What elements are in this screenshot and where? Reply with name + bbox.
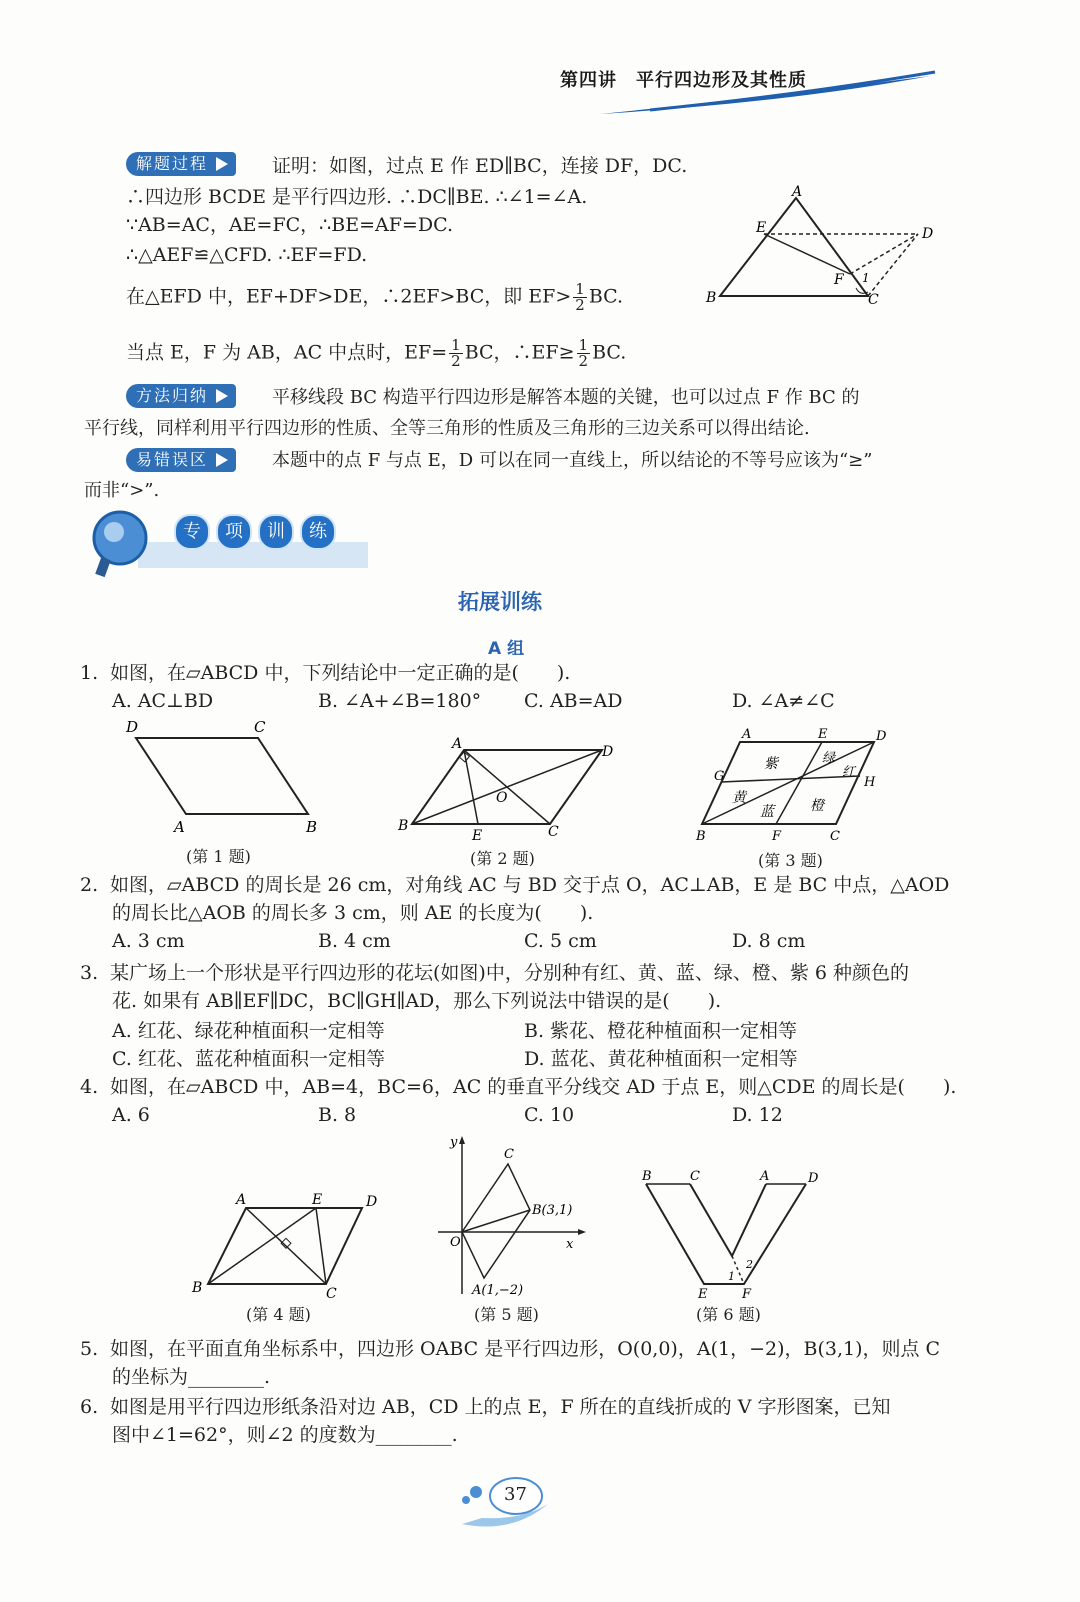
fraction-numerator: 1 bbox=[575, 280, 585, 298]
page-number: 37 bbox=[504, 1484, 527, 1505]
label-c: C bbox=[830, 829, 840, 844]
q2-option-c: C. 5 cm bbox=[524, 930, 597, 952]
label-a: A bbox=[792, 184, 803, 200]
label-purple: 紫 bbox=[764, 756, 778, 772]
solution-figure bbox=[700, 184, 950, 314]
q2-line-1 bbox=[80, 872, 949, 898]
q5-stem: 如图，在平面直角坐标系中，四边形 OABC 是平行四边形，O(0,0)，A(1，−2)，B(3,1)，则点 C bbox=[110, 1338, 941, 1360]
label-c: C bbox=[868, 292, 879, 308]
solution-line-6-mid: BC，∴EF≥ bbox=[464, 341, 575, 364]
label-e: E bbox=[756, 220, 767, 236]
badge-char-4: 练 bbox=[300, 514, 336, 550]
label-green: 绿 bbox=[822, 751, 836, 766]
label-d: D bbox=[602, 744, 614, 760]
label-b: B bbox=[192, 1280, 203, 1296]
solution-line-2: ∴四边形 BCDE 是平行四边形. ∴DC∥BE. ∴∠1=∠A. bbox=[126, 186, 588, 208]
errors-line-1: 本题中的点 F 与点 E，D 可以在同一直线上，所以结论的不等号应该为“≥” bbox=[272, 450, 873, 471]
solution-line-1: 证明：如图，过点 E 作 ED∥BC，连接 DF，DC. bbox=[272, 155, 688, 177]
q5-line-1 bbox=[80, 1336, 940, 1362]
badge-char-1: 专 bbox=[174, 514, 210, 550]
q1-option-c: C. AB=AD bbox=[524, 690, 623, 712]
label-b: B bbox=[398, 818, 409, 834]
label-orange: 橙 bbox=[810, 798, 824, 814]
label-b: B(3,1) bbox=[532, 1203, 573, 1218]
q3-option-a: A. 红花、绿花种植面积一定相等 bbox=[112, 1020, 385, 1042]
badge-char-2: 项 bbox=[216, 514, 252, 550]
label-b: B bbox=[706, 290, 717, 306]
label-e: E bbox=[818, 727, 828, 742]
figure-3 bbox=[690, 724, 900, 844]
q1-text bbox=[80, 660, 570, 686]
q1-option-a: A. AC⊥BD bbox=[112, 690, 214, 712]
q4-option-a: A. 6 bbox=[112, 1104, 150, 1126]
solution-line-5-tail: BC. bbox=[588, 285, 624, 308]
label-e: E bbox=[698, 1287, 708, 1302]
label-e: E bbox=[312, 1192, 323, 1208]
q4-number: 4. bbox=[80, 1076, 99, 1098]
figure-6-caption: (第 6 题) bbox=[696, 1305, 761, 1324]
label-1: 1 bbox=[862, 271, 870, 285]
figure-5 bbox=[432, 1134, 592, 1304]
fraction bbox=[577, 338, 591, 369]
solution-line-5-text: 在△EFD 中，EF+DF>DE，∴2EF>BC，即 EF> bbox=[126, 285, 572, 308]
badge-char-3: 训 bbox=[258, 514, 294, 550]
label-c: C bbox=[548, 824, 559, 840]
label-c: C bbox=[326, 1286, 337, 1302]
q2-number: 2. bbox=[80, 874, 99, 896]
figure-1 bbox=[118, 716, 338, 836]
method-tag: 方法归纳 bbox=[126, 384, 236, 408]
label-c: C bbox=[690, 1169, 700, 1184]
label-b: B bbox=[696, 829, 706, 844]
q1-option-b: B. ∠A+∠B=180° bbox=[318, 690, 482, 712]
label-1: 1 bbox=[728, 1270, 735, 1283]
solution-tag: 解题过程 bbox=[126, 152, 236, 176]
group-title: A 组 bbox=[488, 639, 525, 659]
label-b: B bbox=[306, 818, 318, 836]
fraction bbox=[449, 338, 463, 369]
label-d: D bbox=[126, 718, 139, 736]
q4-stem: 如图，在▱ABCD 中，AB=4，BC=6，AC 的垂直平分线交 AD 于点 E，则△CDE 的周长是( ). bbox=[110, 1076, 957, 1098]
label-d: D bbox=[808, 1171, 819, 1186]
q6-line-2: 图中∠1=62°，则∠2 的度数为________. bbox=[112, 1424, 458, 1446]
label-o: O bbox=[496, 790, 508, 806]
errors-tag: 易错误区 bbox=[126, 448, 236, 472]
q3-option-c: C. 红花、蓝花种植面积一定相等 bbox=[112, 1048, 385, 1070]
figure-5-caption: (第 5 题) bbox=[474, 1305, 539, 1324]
solution-line-6-text: 当点 E，F 为 AB，AC 中点时，EF= bbox=[126, 341, 448, 364]
label-g: G bbox=[714, 769, 725, 784]
label-h: H bbox=[864, 775, 876, 790]
label-d: D bbox=[922, 226, 934, 242]
label-f: F bbox=[772, 829, 782, 844]
q5-line-2: 的坐标为________. bbox=[112, 1366, 271, 1388]
label-yellow: 黄 bbox=[732, 790, 746, 806]
figure-4-caption: (第 4 题) bbox=[246, 1305, 311, 1324]
label-a: A bbox=[452, 736, 463, 752]
label-a: A bbox=[742, 727, 752, 742]
q3-number: 3. bbox=[80, 962, 99, 984]
q3-stem: 某广场上一个形状是平行四边形的花坛(如图)中，分别种有红、黄、蓝、绿、橙、紫 6 种颜色的 bbox=[110, 962, 909, 984]
figure-2-caption: (第 2 题) bbox=[470, 849, 535, 868]
label-a: A bbox=[760, 1169, 770, 1184]
label-e: E bbox=[472, 828, 483, 842]
fraction bbox=[573, 282, 587, 313]
section-title: 拓展训练 bbox=[458, 590, 542, 614]
method-line-2: 平行线，同样利用平行四边形的性质、全等三角形的性质及三角形的三边关系可以得出结论. bbox=[84, 418, 810, 439]
label-c: C bbox=[254, 718, 266, 736]
figure-2 bbox=[396, 732, 626, 842]
label-a: A bbox=[174, 818, 185, 836]
label-a: A bbox=[236, 1192, 247, 1208]
label-a: A(1,−2) bbox=[472, 1283, 524, 1298]
figure-1-caption: (第 1 题) bbox=[186, 847, 251, 866]
figure-3-caption: (第 3 题) bbox=[758, 851, 823, 870]
solution-line-3: ∵AB=AC，AE=FC，∴BE=AF=DC. bbox=[126, 214, 453, 236]
label-c: C bbox=[504, 1147, 514, 1162]
q6-stem: 如图是用平行四边形纸条沿对边 AB，CD 上的点 E，F 所在的直线折成的 V 字形图案，已知 bbox=[110, 1396, 891, 1418]
label-f: F bbox=[742, 1287, 752, 1302]
label-b: B bbox=[642, 1169, 652, 1184]
figure-6 bbox=[636, 1164, 836, 1304]
label-d: D bbox=[366, 1194, 378, 1210]
q5-number: 5. bbox=[80, 1338, 99, 1360]
errors-line-2: 而非“>”. bbox=[84, 480, 160, 501]
figure-4 bbox=[186, 1184, 386, 1304]
q6-line-1 bbox=[80, 1394, 890, 1420]
q4-option-b: B. 8 bbox=[318, 1104, 357, 1126]
solution-line-6-tail: BC. bbox=[592, 341, 627, 364]
fraction-numerator: 1 bbox=[451, 336, 461, 354]
solution-line-6 bbox=[126, 338, 626, 369]
q1-stem: 如图，在▱ABCD 中，下列结论中一定正确的是( ). bbox=[110, 662, 571, 684]
label-x: x bbox=[566, 1237, 574, 1252]
q2-line-2: 的周长比△AOB 的周长多 3 cm，则 AE 的长度为( ). bbox=[112, 902, 594, 924]
q2-option-d: D. 8 cm bbox=[732, 930, 806, 952]
fraction-denominator: 2 bbox=[578, 352, 589, 370]
method-line-1: 平移线段 BC 构造平行四边形是解答本题的关键，也可以过点 F 作 BC 的 bbox=[272, 387, 860, 408]
q1-number: 1. bbox=[80, 662, 99, 684]
label-2: 2 bbox=[746, 1258, 753, 1271]
label-o: O bbox=[450, 1235, 461, 1250]
q4-line-1 bbox=[80, 1074, 956, 1100]
solution-line-4: ∴△AEF≌△CFD. ∴EF=FD. bbox=[126, 244, 368, 266]
training-badge bbox=[174, 514, 342, 550]
fraction-numerator: 1 bbox=[578, 336, 589, 354]
q3-line-1 bbox=[80, 960, 909, 986]
q4-option-c: C. 10 bbox=[524, 1104, 575, 1126]
chapter-title: 第四讲 平行四边形及其性质 bbox=[560, 70, 807, 91]
label-blue: 蓝 bbox=[760, 804, 774, 820]
q2-option-b: B. 4 cm bbox=[318, 930, 391, 952]
q3-option-b: B. 紫花、橙花种植面积一定相等 bbox=[524, 1020, 798, 1042]
label-d: D bbox=[876, 729, 887, 744]
q2-option-a: A. 3 cm bbox=[112, 930, 185, 952]
label-y: y bbox=[450, 1135, 458, 1150]
q2-stem: 如图，▱ABCD 的周长是 26 cm，对角线 AC 与 BD 交于点 O，AC⊥AB，E 是 BC 中点，△AOD bbox=[110, 874, 950, 896]
solution-line-5 bbox=[126, 282, 623, 313]
label-red: 红 bbox=[842, 765, 856, 780]
fraction-denominator: 2 bbox=[575, 296, 585, 314]
q3-line-2: 花. 如果有 AB∥EF∥DC，BC∥GH∥AD，那么下列说法中错误的是( ). bbox=[112, 990, 722, 1012]
fraction-denominator: 2 bbox=[451, 352, 461, 370]
q1-option-d: D. ∠A≠∠C bbox=[732, 690, 835, 712]
label-f: F bbox=[834, 272, 844, 288]
q3-option-d: D. 蓝花、黄花种植面积一定相等 bbox=[524, 1048, 798, 1070]
q6-number: 6. bbox=[80, 1396, 99, 1418]
q4-option-d: D. 12 bbox=[732, 1104, 783, 1126]
